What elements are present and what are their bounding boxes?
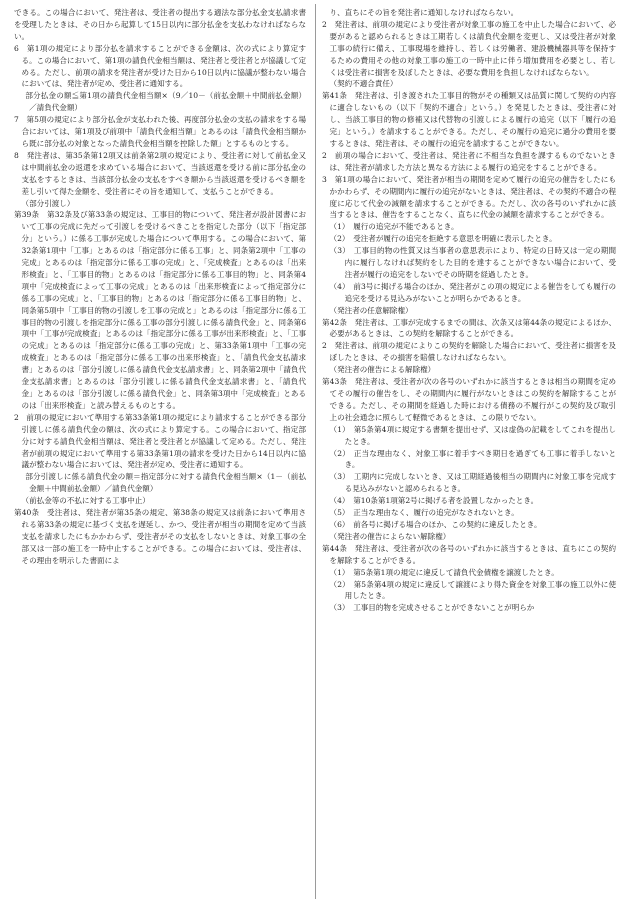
caption-partial-delivery: （部分引渡し） [21, 198, 75, 208]
paragraph-art40-2: 2 発注者は、前項の規定により受注者が対象工事の施工を中止した場合において、必要があると認められるときは工期若しくは請負代金額を変更し、又は受注者が対象工事の続行に備え、工事現場を維持し、若しくは労働者、建設機械器具等を保持するための費用その他の対象工事の施工の一時中止に伴う増加費用を必要とし、若しくは受注者に損害を及ぼしたときは、必要な費用を負担しなければならない。 [322, 19, 616, 77]
article-40: 第40条 受注者は、発注者が第35条の規定、第38条の規定又は前条において準用される第33条の規定に基づく支払を遅延し、かつ、受注者が相当の期間を定めて当該支払を請求したにもかかわらず、受注者がその支払をしないときは、対象工事の全部又は一部の施工を一時中止することができる。この場合においては、受注者は、その理由を明示した書面によ [14, 508, 306, 565]
list-item: （2） 正当な理由なく、対象工事に着手すべき期日を過ぎても工事に着手しないとき。 [329, 448, 616, 470]
column-divider [315, 4, 316, 899]
paragraph-art38-5-cont: できる。この場合において、発注者は、受注者の提出する適法な部分払金支払請求書を受理したときは、その日から起算して15日以内に部分払金を支払わなければならない。 [14, 8, 306, 41]
left-column [14, 7, 306, 897]
article-39: 第39条 第32条及び第33条の規定は、工事目的物について、発注者が設計図書において工事の完成に先だって引渡しを受けるべきことを指定した部分（以下「指定部分」という。）に係る工事が完成した場合について準用する。この場合において、第32条第1項中「工事」とあるのは「指定部分に係る工事」と、同条第2項中「工事の完成」とあるのは「指定部分に係る工事の完成」と、「完成検査」とあるのは「出来形検査」と、「工事目的物」とあるのは「指定部分に係る工事目的物」と、同条第4項中「完成検査によって工事の完成」とあるのは「出来形検査によって指定部分に係る工事の完成」と、「工事目的物」とあるのは「指定部分に係る工事目的物」と、同条第5項中「工事目的物の引渡しを工事の完成と」とあるのは「指定部分に係る工事目的物の引渡しを指定部分に係る工事の部分引渡しに係る請負代金」と、同条第6項中「工事が完成検査」とあるのは「指定部分に係る工事が出来形検査」と、「工事の完成」とあるのは「指定部分に係る工事の完成」と、第33条第1項中「工事の完成検査」とあるのは「指定部分に係る工事の出来形検査」と、「請負代金支払請求書」とあるのは「部分引渡しに係る請負代金支払請求書」と、同条第2項中「請負代金支払請求書」とあるのは「部分引渡しに係る請負代金支払請求書」と、「請負代金」とあるのは「部分引渡しに係る請負代金」と、同条第3項中「完成検査」とあるのは「出来形検査」と読み替えるものとする。 [14, 210, 306, 410]
list-item: （2） 第5条第4項の規定に違反して譲渡により得た資金を対象工事の施工以外に使用したとき。 [329, 579, 616, 601]
paragraph-art39-2: 2 前項の規定において準用する第33条第1項の規定により請求することができる部分引渡しに係る請負代金の額は、次の式により算定する。この場合において、指定部分に対する請負代金相当額は、発注者と受注者とが協議して定める。ただし、発注者が前項の規定において準用する第33条第1項の請求を受けた日から14日以内に協議が整わない場合においては、発注者が定め、受注者に通知する。 [14, 412, 306, 470]
list-item: （4） 前3号に掲げる場合のほか、発注者がこの項の規定による催告をしても履行の追完を受ける見込みがないことが明らかであるとき。 [329, 281, 616, 303]
list-item: （1） 第5条第4項に規定する書類を提出せず、又は虚偽の記載をしてこれを提出したとき。 [329, 424, 616, 446]
list-item: （5） 正当な理由なく、履行の追完がなされないとき。 [329, 508, 519, 518]
caption-termination-without-notice: （発注者の催告によらない解除権） [329, 531, 451, 541]
list-item: （3） 工事目的物の性質又は当事者の意思表示により、特定の日時又は一定の期間内に履行しなければ契約をした目的を達することができない場合において、受注者が履行の追完をしないでその時期を経過したとき。 [329, 246, 616, 279]
formula-partial-delivery-price: 部分引渡しに係る請負代金の額＝指定部分に対する請負代金相当額×（1－（前払金額＋中間前払金額）／請負代金額） [25, 472, 306, 494]
list-item: （1） 履行の追完が不能であるとき。 [329, 222, 459, 232]
list-item: （3） 工期内に完成しないとき、又は工期経過後相当の期間内に対象工事を完成する見込みがないと認められるとき。 [329, 472, 616, 494]
paragraph-art41-3: 3 第1項の場合において、発注者が相当の期間を定めて履行の追完の催告をしたにもかかわらず、その期間内に履行の追完がないときは、発注者は、その契約不適合の程度に応じて代金の減額を請求することができる。ただし、次の各号のいずれかに該当するときは、催告をすることなく、直ちに代金の減額を請求することができる。 [322, 174, 616, 220]
paragraph-art40-cont: り、直ちにその旨を発注者に通知しなければならない。 [329, 8, 519, 17]
list-item: （3） 工事目的物を完成させることができないことが明らか [329, 603, 535, 613]
formula-partial-payment: 部分払金の額≦第1項の請負代金相当額×（9／10－（前払金額＋中間前払金額）／請負代金額） [25, 91, 306, 113]
list-item: （2） 受注者が履行の追完を拒絶する意思を明確に表示したとき。 [329, 234, 557, 244]
caption-nonconformity-liability: （契約不適合責任） [329, 79, 398, 89]
paragraph-art38-7: 7 第5項の規定により部分払金が支払われた後、再度部分払金の支払の請求をする場合においては、第1項及び前項中「請負代金相当額」とあるのは「請負代金相当額から既に部分払の対象となった請負代金相当額を控除した額」とするものとする。 [14, 115, 306, 148]
paragraph-art38-6: 6 第1項の規定により部分払を請求することができる金額は、次の式により算定する。この場合において、第1項の請負代金相当額は、発注者と受注者とが協議して定める。ただし、前項の請求を発注者が受けた日から10日以内に協議が整わない場合においては、発注者が定め、受注者に通知する。 [14, 43, 306, 89]
article-43: 第43条 発注者は、受注者が次の各号のいずれかに該当するときは相当の期間を定めてその履行の催告をし、その期間内に履行がないときはこの契約を解除することができる。ただし、その期間を経過した時における債務の不履行がこの契約及び取引上の社会通念に照らして軽微であるときは、この限りでない。 [322, 377, 616, 422]
paragraph-art41-2: 2 前項の場合において、受注者は、発注者に不相当な負担を課するものでないときは、発注者が請求した方法と異なる方法による履行の追完をすることができる。 [322, 150, 616, 172]
caption-voluntary-termination: （発注者の任意解除権） [329, 305, 413, 315]
list-item: （4） 第10条第1項第2号に掲げる者を設置しなかったとき。 [329, 496, 539, 506]
right-column [322, 7, 616, 897]
caption-termination-with-notice: （発注者の催告による解除権） [329, 365, 436, 375]
article-44: 第44条 発注者は、受注者が次の各号のいずれかに該当するときは、直ちにこの契約を解除することができる。 [322, 543, 616, 565]
paragraph-art42-2: 2 発注者は、前項の規定によりこの契約を解除した場合において、受注者に損害を及ぼしたときは、その損害を賠償しなければならない。 [322, 341, 616, 363]
paragraph-art38-8: 8 発注者は、第35条第12項又は前条第2項の規定により、受注者に対して前払金又は中間前払金の返還を求めている場合において、当該返還を受ける前に部分払金の支払をするときは、当該部分払金の支払をすべき額から当該返還を受けるべき額を差し引いて得た金額を、受注者にその旨を通知して、支払うことができる。 [14, 150, 306, 196]
article-41: 第41条 発注者は、引き渡された工事目的物がその種類又は品質に関して契約の内容に適合しないもの（以下「契約不適合」という。）を発見したときは、受注者に対し、当該工事目的物の修補又は代替物の引渡しによる履行の追完（以下「履行の追完」という。）を請求することができる。ただし、その履行の追完に過分の費用を要するときは、発注者は、その履行の追完を請求することができない。 [322, 91, 616, 148]
article-42: 第42条 発注者は、工事が完成するまでの間は、次条又は第44条の規定によるほか、必要があるときは、この契約を解除することができる。 [322, 317, 616, 339]
list-item: （6） 前各号に掲げる場合のほか、この契約に違反したとき。 [329, 519, 542, 529]
list-item: （1） 第5条第1項の規定に違反して請負代金債権を譲渡したとき。 [329, 567, 559, 577]
caption-work-suspension: （前払金等の不払に対する工事中止） [21, 496, 150, 506]
